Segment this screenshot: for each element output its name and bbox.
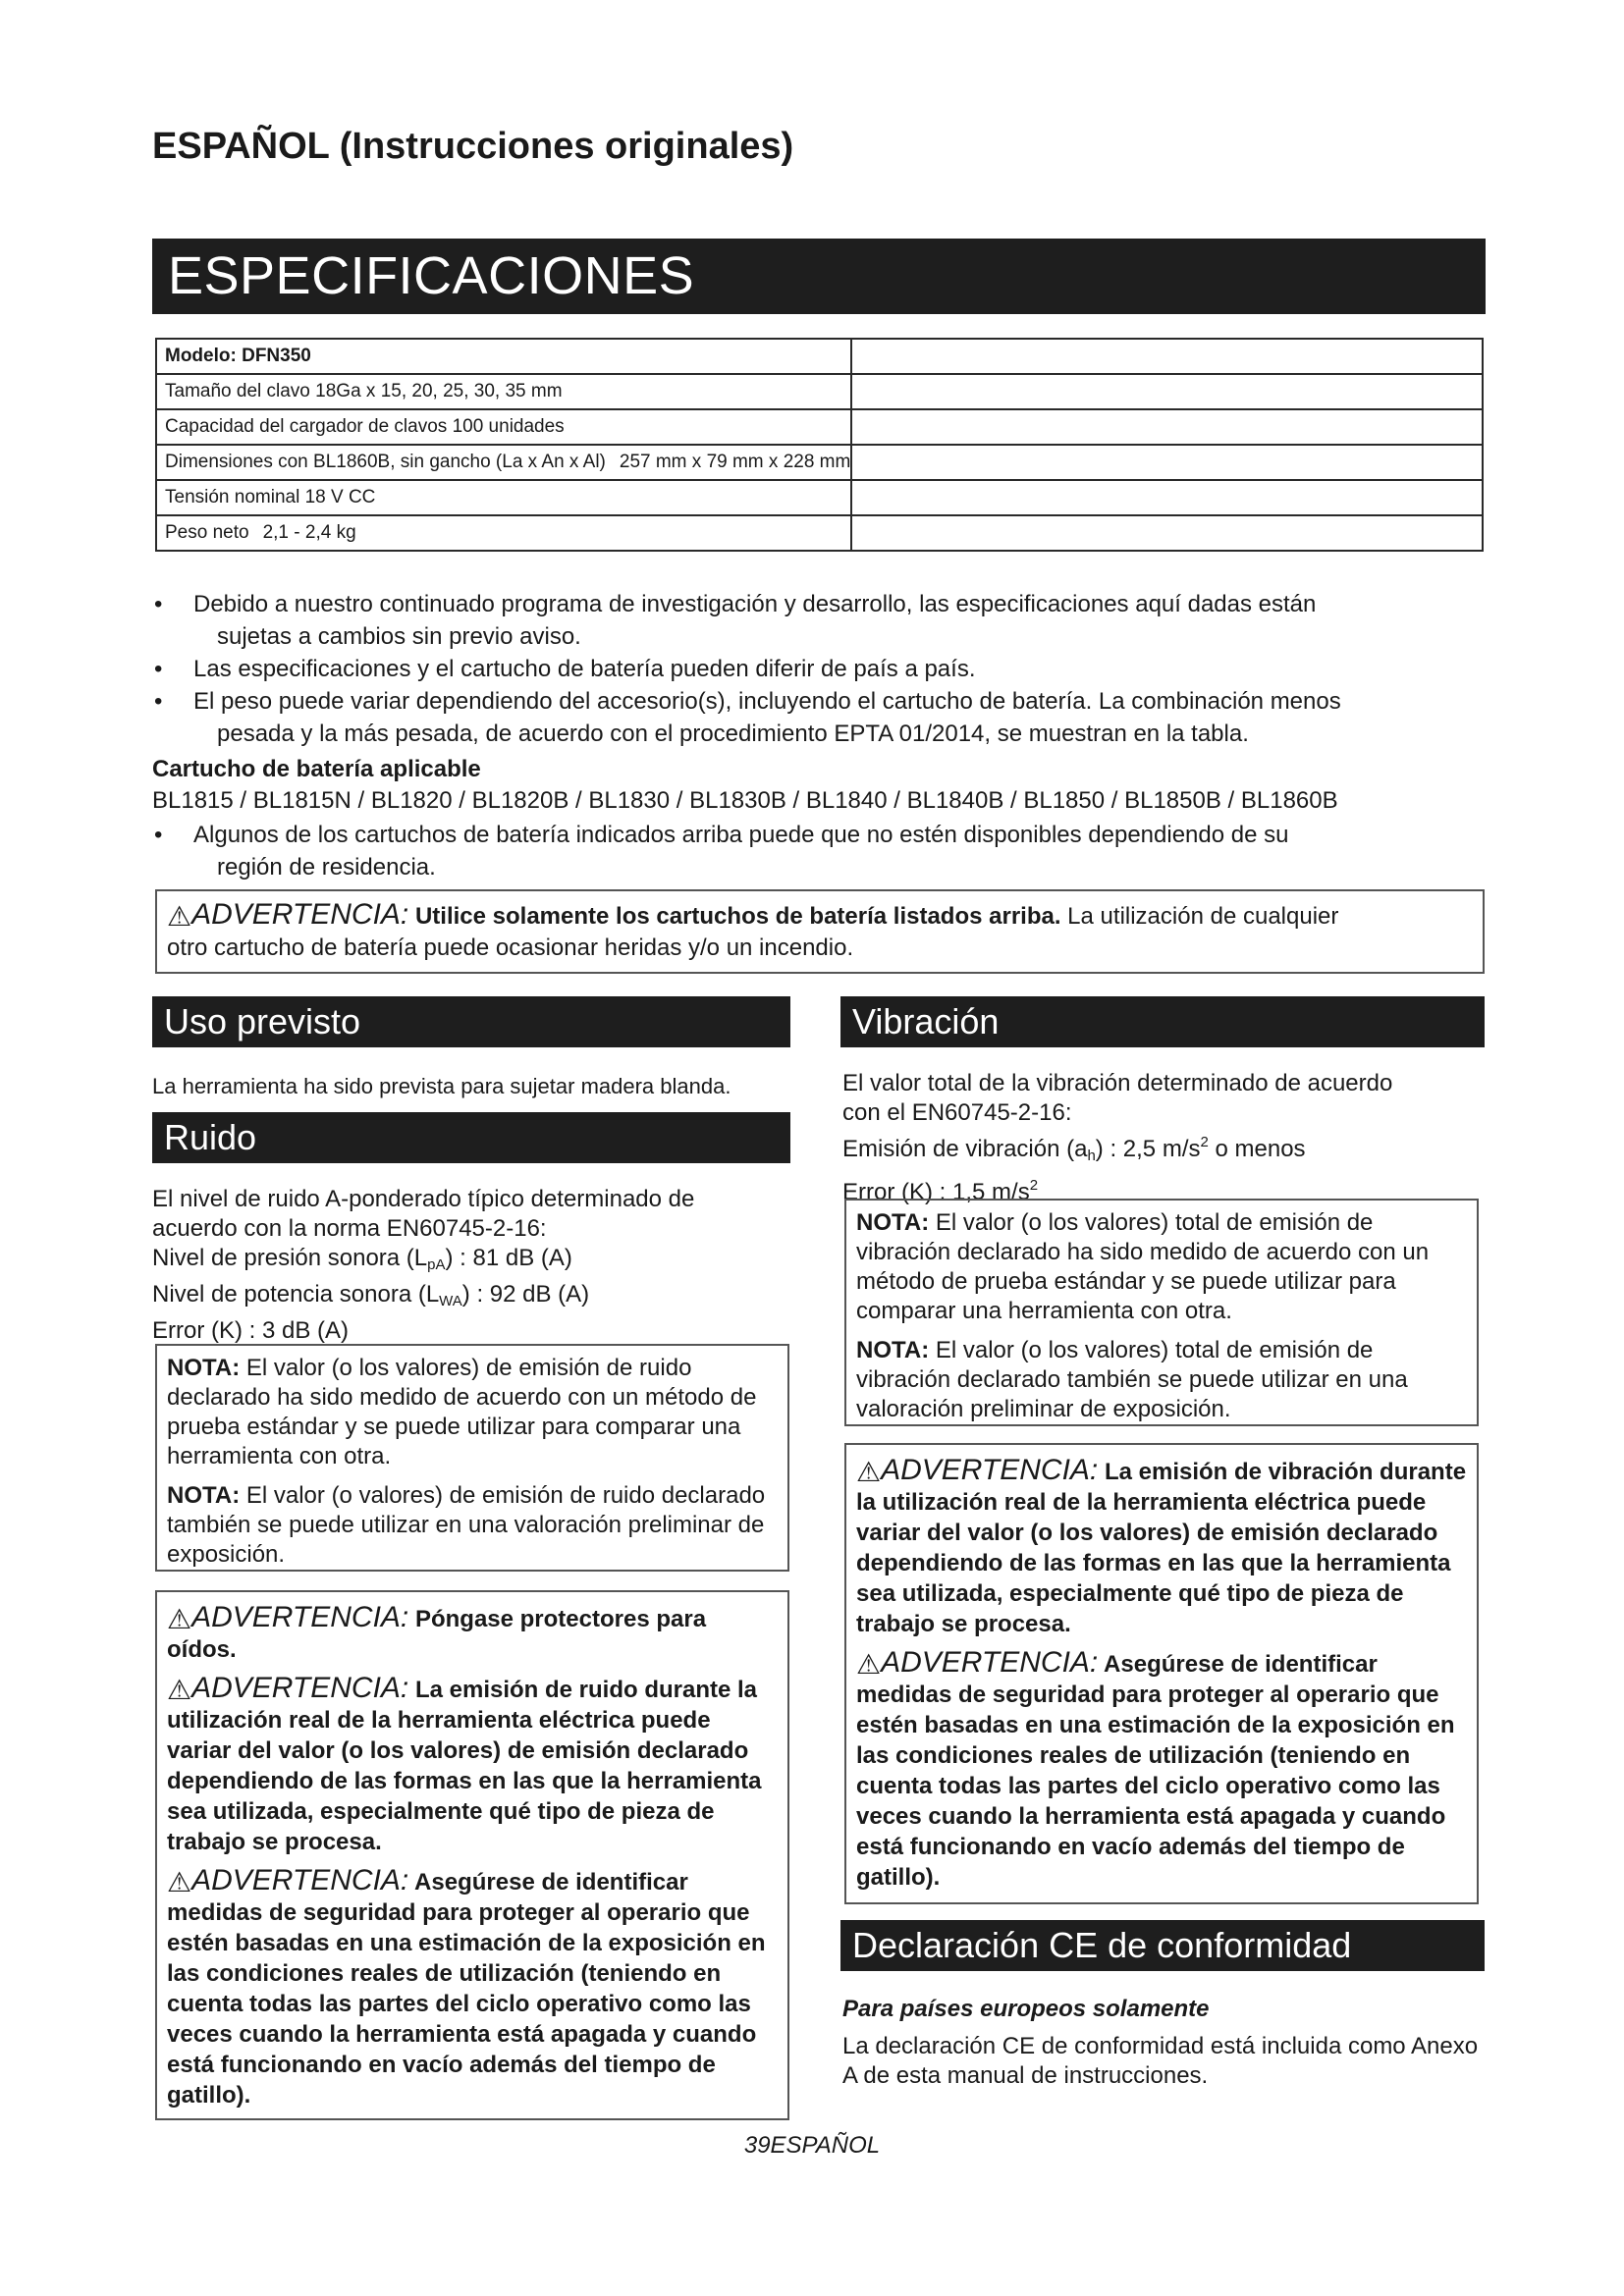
warning-icon: ⚠: [856, 1457, 882, 1487]
warning-item: ⚠ADVERTENCIA: La emisión de ruido durante la utilización real de la herramienta eléctrica puede variar del valor (o los valores) de emisión declarado dependiendo de las formas en las que la herramienta sea utilizada, especialmente qué tipo de pieza de trabajo se procesa.: [167, 1672, 762, 1855]
spec-label: Tamaño del clavo: [165, 381, 310, 401]
ruido-heading: Ruido: [152, 1112, 790, 1163]
vibration-emission: Emisión de vibración $(a_h)$ : 2,5 $m/s^2$ o menos: [842, 1134, 1306, 1164]
battery-heading: Cartucho de batería aplicable: [152, 756, 481, 782]
warning-item: ⚠ADVERTENCIA: Póngase protectores para oídos.: [167, 1601, 707, 1663]
spec-label: Peso neto: [165, 522, 249, 543]
sound-power: Nivel de potencia sonora $(L_{WA})$ : 92 dB (A): [152, 1281, 590, 1309]
table-row: [156, 339, 1483, 374]
list-item: • Algunos de los cartuchos de batería indicados arriba puede que no estén disponibles dependiendo de su región de residencia.: [154, 822, 1289, 881]
ruido-notes: NOTA: El valor (o los valores) de emisión de ruido declarado ha sido medido de acuerdo con un método de prueba estándar y se puede utilizar para comparar una herramienta con otra. NOTA: El valor (o valores) de emisión de ruido declarado también se puede utilizar en una valoración preliminar de exposición.: [155, 1344, 789, 1572]
uso-previsto-heading: Uso previsto: [152, 996, 790, 1047]
table-row: [156, 374, 1483, 409]
battery-note: [152, 819, 1488, 883]
table-row: [156, 480, 1483, 515]
specifications-banner: ESPECIFICACIONES: [152, 239, 1486, 314]
spec-value: 2,1 - 2,4 kg: [262, 522, 356, 543]
page-header: ESPAÑOL (Instrucciones originales): [152, 126, 794, 167]
warning-icon: ⚠: [167, 1867, 192, 1897]
vibracion-warnings: [844, 1443, 1479, 1904]
spec-notes: [152, 588, 1488, 750]
warning-icon: ⚠: [167, 1675, 192, 1705]
warning-title: ADVERTENCIA:: [191, 898, 409, 931]
warning-item: ⚠ADVERTENCIA: Asegúrese de identificar medidas de seguridad para proteger al operario que estén basadas en una estimación de la exposición en las condiciones reales de utilización (teniendo en cuenta todas las partes del ciclo operativo como las veces cuando la herramienta está apagada y cuando está funcionando en vacío además del tiempo de gatillo).: [167, 1864, 766, 2109]
list-item: • El peso puede variar dependiendo del accesorio(s), incluyendo el cartucho de batería. La combinación menos pesada y la más pesada, de acuerdo con el procedimiento EPTA 01/2014, se muestran en la tabla.: [154, 688, 1341, 747]
ruido-intro: El nivel de ruido A-ponderado típico determinado de acuerdo con la norma EN60745-2-16: Nivel de presión sonora $(L_{pA})$ : 81 dB (A) Nivel de potencia sonora $(L_{WA})$ : 92 dB (A) Error (K) : 3 dB (A): [152, 1185, 790, 1346]
spec-value: 18Ga x 15, 20, 25, 30, 35 mm: [315, 381, 563, 401]
page-footer: 39ESPAÑOL: [743, 2132, 881, 2159]
table-row: [156, 409, 1483, 445]
list-item: • Debido a nuestro continuado programa de investigación y desarrollo, las especificaciones aquí dadas están sujetas a cambios sin previo aviso.: [154, 591, 1317, 650]
warning-item: ⚠ADVERTENCIA: Asegúrese de identificar medidas de seguridad para proteger al operario que estén basadas en una estimación de la exposición en las condiciones reales de utilización (teniendo en cuenta todas las partes del ciclo operativo como las veces cuando la herramienta está apagada y cuando está funcionando en vacío además del tiempo de gatillo).: [856, 1646, 1455, 1891]
spec-label: Dimensiones con BL1860B, sin gancho (La x An x Al): [165, 452, 606, 472]
spec-label: Capacidad del cargador de clavos: [165, 416, 448, 437]
vibracion-notes: NOTA: El valor (o los valores) total de emisión de vibración declarado ha sido medido de acuerdo con un método de prueba estándar y se puede utilizar para comparar una herramienta con otra. NOTA: El valor (o los valores) total de emisión de vibración declarado también se puede utilizar en una valoración preliminar de exposición.: [844, 1199, 1479, 1426]
battery-list: BL1815 / BL1815N / BL1820 / BL1820B / BL1830 / BL1830B / BL1840 / BL1840B / BL1850 / BL1850B / BL1860B: [152, 787, 1338, 814]
warning-icon: ⚠: [167, 901, 192, 932]
ruido-warnings: [155, 1590, 789, 2120]
ce-subtitle: Para países europeos solamente: [842, 1996, 1210, 2022]
table-row: [156, 445, 1483, 480]
vibration-error: Error (K) : 1,5 $m/s^2$: [842, 1177, 1039, 1205]
spec-value: 257 mm x 79 mm x 228 mm: [619, 452, 851, 472]
spec-value: 100 unidades: [452, 416, 565, 437]
spec-label: Tensión nominal: [165, 487, 300, 507]
ce-heading: Declaración CE de conformidad: [840, 1920, 1485, 1971]
warning-item: ⚠ADVERTENCIA: La emisión de vibración durante la utilización real de la herramienta eléctrica puede variar del valor (o los valores) de emisión declarado dependiendo de las formas en las que la herramienta sea utilizada, especialmente qué tipo de pieza de trabajo se procesa.: [856, 1454, 1467, 1637]
specifications-table: [155, 338, 1484, 552]
warning-icon: ⚠: [856, 1649, 882, 1680]
list-item: • Las especificaciones y el cartucho de batería pueden diferir de país a país.: [154, 656, 976, 682]
table-row: [156, 515, 1483, 551]
vibracion-heading: Vibración: [840, 996, 1485, 1047]
ce-text: La declaración CE de conformidad está incluida como Anexo A de esta manual de instrucciones.: [842, 2033, 1479, 2089]
spec-value: 18 V CC: [304, 487, 376, 507]
noise-error: Error (K) : 3 dB (A): [152, 1317, 350, 1344]
uso-previsto-text: La herramienta ha sido prevista para sujetar madera blanda.: [152, 1074, 731, 1098]
vibracion-intro: El valor total de la vibración determinado de acuerdo con el EN60745-2-16: Emisión de vibración $(a_h)$ : 2,5 $m/s^2$ o menos Error (K) : 1,5 $m/s^2$: [842, 1069, 1481, 1207]
model-cell: Modelo: DFN350: [156, 339, 851, 374]
warning-icon: ⚠: [167, 1604, 192, 1634]
sound-pressure: Nivel de presión sonora $(L_{pA})$ : 81 dB (A): [152, 1245, 572, 1273]
battery-warning: ⚠ADVERTENCIA: Utilice solamente los cartuchos de batería listados arriba. La utilización de cualquier otro cartucho de batería puede ocasionar heridas y/o un incendio.: [155, 889, 1485, 974]
